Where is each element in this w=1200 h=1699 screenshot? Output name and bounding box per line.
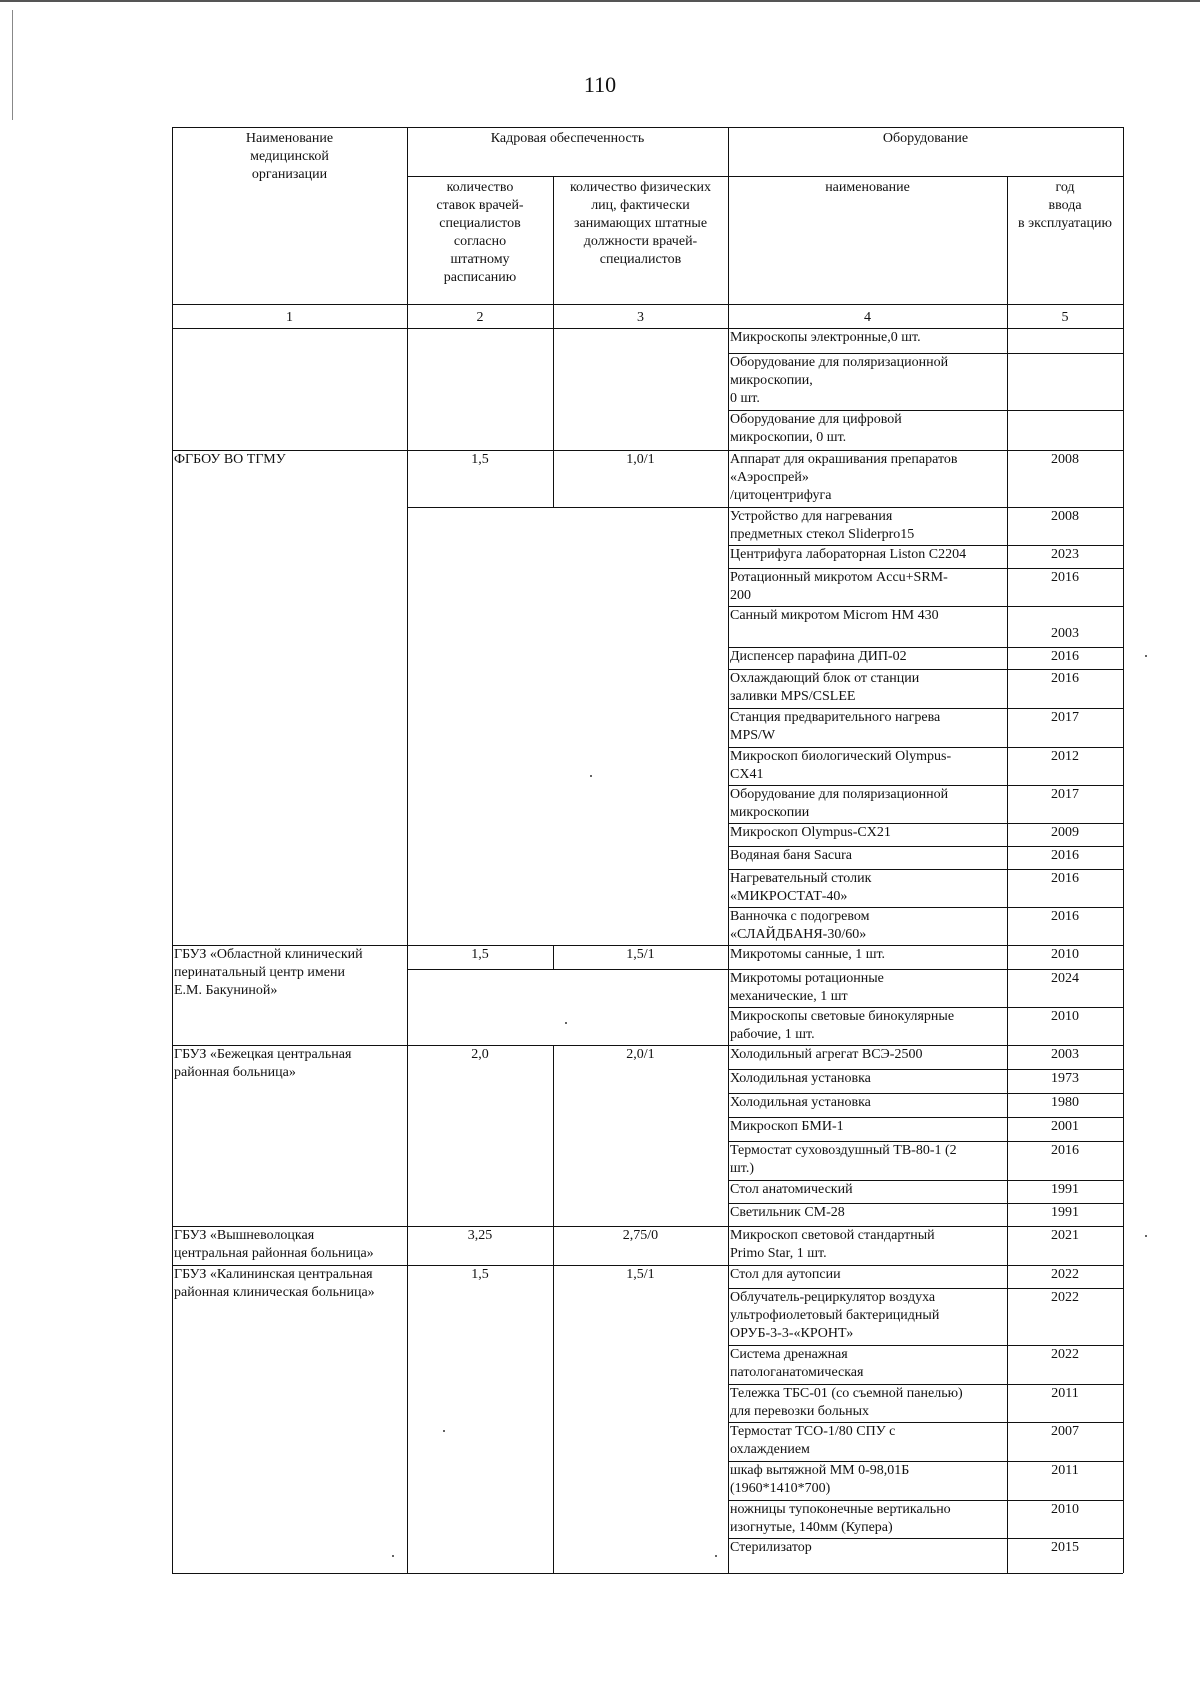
org-rates: 1,5 <box>471 452 489 467</box>
table-bottom-border <box>172 1573 1123 1574</box>
scan-edge-left <box>12 10 13 120</box>
scan-speck <box>392 1555 394 1557</box>
equipment-name: Стол для аутопсии <box>730 1267 841 1282</box>
equipment-name: Стол анатомический <box>730 1182 853 1197</box>
org-col-line <box>407 328 408 450</box>
table-top-border <box>172 127 1123 128</box>
org-persons: 1,0/1 <box>626 452 655 467</box>
equipment-year: 2022 <box>1051 1347 1079 1362</box>
equipment-year: 2015 <box>1051 1540 1079 1555</box>
year-col-line <box>1007 328 1008 1573</box>
equipment-name: Термостат ТСО-1/80 СПУ с охлаждением <box>730 1424 896 1457</box>
equipment-name: Микротомы санные, 1 шт. <box>730 947 886 962</box>
header-rates: количество ставок врачей- специалистов согласно штатному расписанию <box>436 180 524 285</box>
equipment-year: 2017 <box>1051 710 1079 725</box>
equipment-name: Микроскоп БМИ-1 <box>730 1119 844 1134</box>
equipment-year: 2011 <box>1051 1386 1079 1401</box>
header-equipment: Оборудование <box>882 131 969 146</box>
equipment-name: Микроскоп биологический Olympus- CX41 <box>730 749 952 782</box>
org-rates: 3,25 <box>467 1228 493 1243</box>
equipment-year: 2011 <box>1051 1463 1079 1478</box>
equipment-year: 2010 <box>1051 1502 1079 1517</box>
org-rates: 1,5 <box>471 1267 489 1282</box>
number-row-rule <box>172 328 1123 329</box>
equipment-name: Стерилизатор <box>730 1540 812 1555</box>
scan-speck <box>565 1022 567 1024</box>
table-left-border <box>172 127 173 1573</box>
equipment-name: Холодильный агрегат ВСЭ-2500 <box>730 1047 923 1062</box>
header-mid-rule <box>407 176 1123 177</box>
equipment-name: Охлаждающий блок от станции заливки MPS/CSLEE <box>730 671 920 704</box>
equipment-name: Облучатель-рециркулятор воздуха ультрофиолетовый бактерицидный ОРУБ-3-3-«КРОНТ» <box>730 1290 940 1341</box>
equipment-name: Ванночка с подогревом «СЛАЙДБАНЯ-30/60» <box>730 909 870 942</box>
equipment-name: Микроскоп световой стандартный Primo Star, 1 шт. <box>730 1228 935 1261</box>
column-number: 4 <box>864 310 871 325</box>
org-col-line <box>407 450 408 945</box>
org-sub-rule <box>407 969 728 970</box>
scan-speck <box>1145 1235 1147 1237</box>
org-persons: 2,0/1 <box>626 1047 655 1062</box>
org-rates: 2,0 <box>471 1047 489 1062</box>
equipment-year: 2010 <box>1051 947 1079 962</box>
column-number: 2 <box>476 310 484 325</box>
scan-edge-top <box>0 0 1200 2</box>
header-col-line <box>728 127 729 328</box>
scan-speck <box>715 1555 717 1557</box>
equipment-year: 2008 <box>1051 509 1079 524</box>
equipment-year: 2016 <box>1051 1143 1079 1158</box>
equipment-year: 2021 <box>1051 1228 1079 1243</box>
scan-speck <box>1145 655 1147 657</box>
scan-speck <box>590 775 592 777</box>
equipment-year: 2012 <box>1051 749 1079 764</box>
equipment-name: Холодильная установка <box>730 1095 871 1110</box>
equipment-name: шкаф вытяжной ММ 0-98,01Б (1960*1410*700) <box>730 1463 910 1496</box>
org-name: ГБУЗ «Калининская центральная районная клиническая больница» <box>174 1267 375 1300</box>
equipment-year: 2007 <box>1051 1424 1079 1439</box>
equipment-year: 2022 <box>1051 1290 1079 1305</box>
org-col-line <box>553 328 554 450</box>
equipment-name: Водяная баня Sacura <box>730 848 853 863</box>
equipment-year: 2008 <box>1051 452 1079 467</box>
equipment-year: 2001 <box>1051 1119 1079 1134</box>
equipment-year: 2016 <box>1051 671 1079 686</box>
equipment-year: 2016 <box>1051 848 1079 863</box>
org-sub-rule <box>407 507 728 508</box>
header-eq-year: год ввода в эксплуатацию <box>1018 180 1112 231</box>
equipment-name: Система дренажная патологанатомическая <box>730 1347 864 1380</box>
equipment-year: 1973 <box>1051 1071 1079 1086</box>
equipment-year: 2003 <box>1051 1047 1079 1062</box>
equipment-year: 2016 <box>1051 871 1079 886</box>
equipment-year: 2009 <box>1051 825 1079 840</box>
org-name: ФГБОУ ВО ТГМУ <box>174 452 286 467</box>
equipment-name: Диспенсер парафина ДИП-02 <box>730 649 907 664</box>
org-persons: 1,5/1 <box>626 1267 655 1282</box>
equipment-name: Оборудование для поляризационной микроскопии <box>730 787 949 820</box>
equipment-year: 2017 <box>1051 787 1079 802</box>
org-persons: 2,75/0 <box>622 1228 659 1243</box>
org-rates: 1,5 <box>471 947 489 962</box>
column-number: 5 <box>1061 310 1069 325</box>
equipment-name: Станция предварительного нагрева MPS/W <box>730 710 941 743</box>
equipment-year: 1980 <box>1051 1095 1079 1110</box>
equipment-name: Микроскопы световые бинокулярные рабочие, 1 шт. <box>730 1009 955 1042</box>
equipment-year: 2024 <box>1051 971 1079 986</box>
equipment-name: Нагревательный столик «МИКРОСТАТ-40» <box>730 871 872 904</box>
header-persons: количество физических лиц, фактически занимающих штатные должности врачей- специалистов <box>569 180 712 267</box>
org-name: ГБУЗ «Областной клинический перинатальный центр имени Е.М. Бакуниной» <box>174 947 363 998</box>
org-name: ГБУЗ «Бежецкая центральная районная больница» <box>174 1047 352 1080</box>
page-number: 110 <box>583 72 617 97</box>
equipment-name: Аппарат для окрашивания препаратов «Аэроспрей» /цитоцентрифуга <box>730 452 958 503</box>
scan-speck <box>443 1430 445 1432</box>
header-bottom-rule <box>172 304 1123 305</box>
org-col-line <box>407 1265 408 1573</box>
equipment-year: 2016 <box>1051 570 1079 585</box>
table-right-border <box>1123 127 1124 1573</box>
column-number: 1 <box>286 310 293 325</box>
equipment-name: Светильник СМ-28 <box>730 1205 845 1220</box>
equipment-year: 2010 <box>1051 1009 1079 1024</box>
equipment-year: 2023 <box>1051 547 1079 562</box>
equipment-name: Микроскопы электронные,0 шт. <box>730 330 921 345</box>
equipment-name: ножницы тупоконечные вертикально изогнутые, 140мм (Купера) <box>730 1502 951 1535</box>
header-org: Наименование медицинской организации <box>245 131 334 182</box>
equipment-name: Устройство для нагревания предметных стекол Sliderpro15 <box>730 509 915 542</box>
org-col-line <box>407 1045 408 1226</box>
header-eq-name: наименование <box>825 180 910 195</box>
equipment-year: 1991 <box>1051 1182 1079 1197</box>
equipment-year: 1991 <box>1051 1205 1079 1220</box>
equipment-year: 2016 <box>1051 649 1079 664</box>
equipment-name: Оборудование для поляризационной микроскопии, 0 шт. <box>730 355 949 406</box>
equipment-name: Санный микротом Microm HM 430 <box>730 608 939 623</box>
header-staffing: Кадровая обеспеченность <box>490 131 645 146</box>
equipment-name: Холодильная установка <box>730 1071 871 1086</box>
equipment-name: Тележка ТБС-01 (со съемной панелью) для перевозки больных <box>730 1386 963 1419</box>
equipment-year: 2003 <box>1051 626 1079 641</box>
equipment-name: Ротационный микротом Accu+SRM- 200 <box>730 570 948 603</box>
org-col-line <box>553 1045 554 1226</box>
equipment-year: 2016 <box>1051 909 1079 924</box>
equipment-year: 2022 <box>1051 1267 1079 1282</box>
equipment-name: Центрифуга лабораторная Liston C2204 <box>730 547 967 562</box>
org-name: ГБУЗ «Вышневолоцкая центральная районная больница» <box>174 1228 374 1261</box>
equipment-name: Микроскоп Olympus-CX21 <box>730 825 891 840</box>
equipment-name: Микротомы ротационные механические, 1 шт <box>730 971 884 1004</box>
column-number: 3 <box>637 310 644 325</box>
org-persons: 1,5/1 <box>626 947 655 962</box>
equipment-name: Термостат суховоздушный ТВ-80-1 (2 шт.) <box>730 1143 957 1176</box>
equipment-col-line <box>728 328 729 1573</box>
org-col-line <box>553 1265 554 1573</box>
equipment-name: Оборудование для цифровой микроскопии, 0 шт. <box>730 412 902 445</box>
